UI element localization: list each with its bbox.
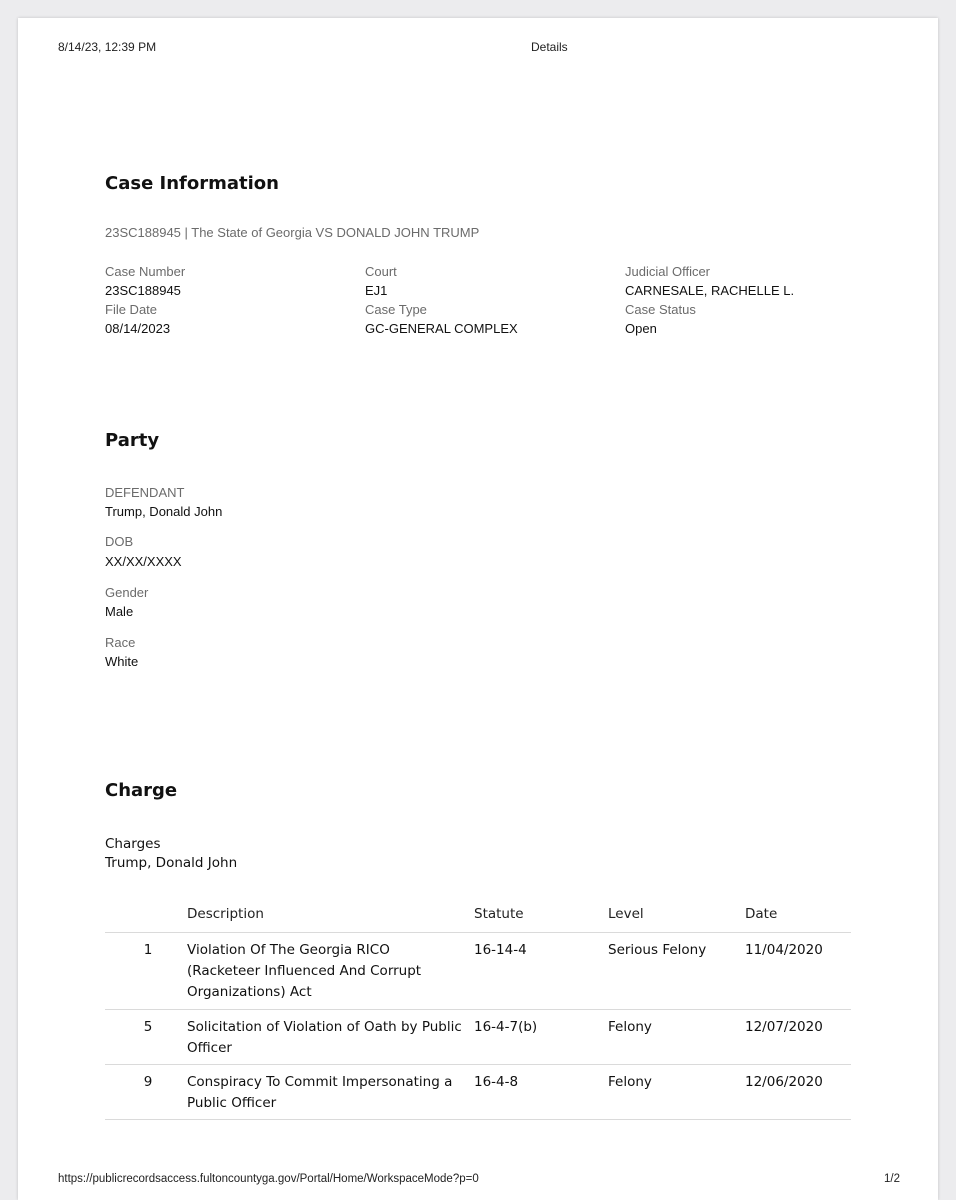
document-page	[18, 18, 938, 1200]
footer-page-number: 1/2	[884, 1173, 900, 1185]
case-caption: 23SC188945 | The State of Georgia VS DONALD JOHN TRUMP	[105, 225, 480, 240]
charge-row-3-date: 12/06/2020	[745, 1074, 823, 1090]
footer-url: https://publicrecordsaccess.fultoncountyga.gov/Portal/Home/WorkspaceMode?p=0	[58, 1173, 479, 1185]
defendant-value: Trump, Donald John	[105, 504, 223, 519]
charge-row-2-date: 12/07/2020	[745, 1019, 823, 1035]
charge-title: Charge	[105, 780, 178, 801]
charge-row-2-description: Solicitation of Violation of Oath by Public Officer	[187, 1019, 462, 1056]
charge-row-2-level: Felony	[608, 1019, 652, 1035]
party-title: Party	[105, 430, 160, 451]
court-label: Court	[365, 264, 397, 279]
court-value: EJ1	[365, 283, 388, 298]
table-row-divider	[105, 1119, 851, 1120]
charge-row-3-description: Conspiracy To Commit Impersonating a Public Officer	[187, 1074, 453, 1111]
column-header-statute: Statute	[474, 906, 524, 922]
charge-row-1-level: Serious Felony	[608, 942, 707, 958]
gender-value: Male	[105, 604, 134, 619]
file-date-value: 08/14/2023	[105, 321, 171, 336]
column-header-level: Level	[608, 906, 644, 922]
charge-row-3-number: 9	[143, 1074, 153, 1090]
charge-row-1-date: 11/04/2020	[745, 942, 823, 958]
case-status-value: Open	[625, 321, 657, 336]
charge-row-1-statute: 16-14-4	[474, 942, 527, 958]
case-number-value: 23SC188945	[105, 283, 181, 298]
charge-row-2-statute: 16-4-7(b)	[474, 1019, 538, 1035]
charge-row-3-statute: 16-4-8	[474, 1074, 519, 1090]
charge-row-3-level: Felony	[608, 1074, 652, 1090]
print-title: Details	[531, 40, 568, 54]
table-header-divider	[105, 932, 851, 933]
column-header-date: Date	[745, 906, 778, 922]
case-status-label: Case Status	[625, 302, 696, 317]
case-type-value: GC-GENERAL COMPLEX	[365, 321, 518, 336]
race-label: Race	[105, 635, 136, 650]
table-row-divider	[105, 1064, 851, 1065]
dob-label: DOB	[105, 534, 134, 549]
charges-party-name: Trump, Donald John	[105, 855, 238, 871]
table-row-divider	[105, 1009, 851, 1010]
case-information-title: Case Information	[105, 173, 279, 194]
dob-value: XX/XX/XXXX	[105, 554, 182, 569]
defendant-label: DEFENDANT	[105, 485, 185, 500]
column-header-description: Description	[187, 906, 264, 922]
race-value: White	[105, 654, 139, 669]
judicial-officer-label: Judicial Officer	[625, 264, 711, 279]
case-type-label: Case Type	[365, 302, 427, 317]
print-datetime: 8/14/23, 12:39 PM	[58, 40, 157, 54]
file-date-label: File Date	[105, 302, 158, 317]
gender-label: Gender	[105, 585, 149, 600]
judicial-officer-value: CARNESALE, RACHELLE L.	[625, 283, 795, 298]
case-number-label: Case Number	[105, 264, 186, 279]
charge-row-1-number: 1	[143, 942, 153, 958]
charges-label: Charges	[105, 836, 161, 852]
charge-row-1-description: Violation Of The Georgia RICO (Racketeer Influenced And Corrupt Organizations) Act	[187, 942, 422, 1000]
charge-row-2-number: 5	[143, 1019, 153, 1035]
